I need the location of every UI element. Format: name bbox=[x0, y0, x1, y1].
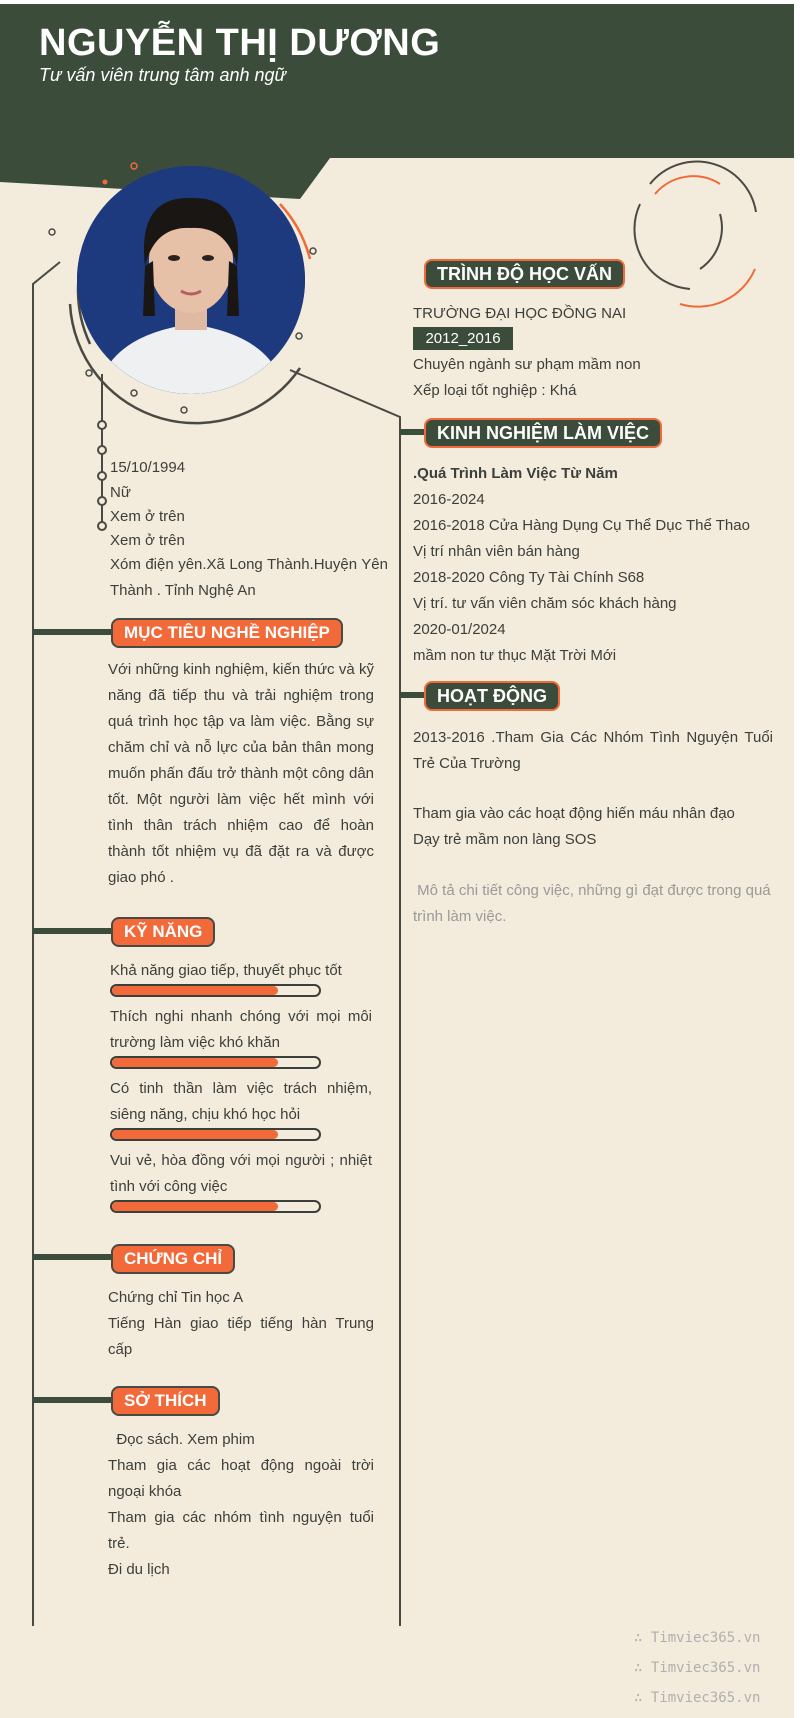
hobby-item: Tham gia các hoạt động ngoài trời ngoại khóa bbox=[108, 1457, 374, 1500]
experience-line: 2018-2020 Công Ty Tài Chính S68 bbox=[413, 569, 645, 586]
skill-label: Thích nghi nhanh chóng với mọi môi trường làm việc khó khăn bbox=[110, 1008, 372, 1051]
section-title-skills: KỸ NĂNG bbox=[111, 917, 215, 947]
certificate-item: Tiếng Hàn giao tiếp tiếng hàn Trung cấp bbox=[108, 1315, 374, 1358]
job-title: Tư vấn viên trung tâm anh ngữ bbox=[39, 65, 286, 85]
address: Xóm điện yên.Xã Long Thành.Huyện Yên Thành . Tỉnh Nghệ An bbox=[110, 556, 388, 599]
skill-bar bbox=[110, 1056, 321, 1069]
skill-bar bbox=[110, 984, 321, 997]
experience-line: Vị trí nhân viên bán hàng bbox=[413, 543, 580, 560]
objective-text: Với những kinh nghiệm, kiến thức và kỹ năng đã tiếp thu và trải nghiệm trong quá trình học tập va làm việc. Bằng sự chăm chỉ và nỗ lực của bản thân mong muốn phấn đấu trở thành một công dân tốt. Một người làm việc hết mình với tình thân trách nhiệm cao để hoàn thành tốt nhiệm vụ đã đặt ra và được giao phó . bbox=[108, 661, 374, 886]
watermark-text: ∴ Timviec365.vn bbox=[634, 1690, 761, 1706]
activity-item: Dạy trẻ mầm non làng SOS bbox=[413, 831, 597, 848]
skill-bar-fill bbox=[112, 1058, 278, 1067]
skill-bar-fill bbox=[112, 1130, 278, 1139]
activity-description-placeholder: Mô tả chi tiết công việc, những gì đạt được trong quá trình làm việc. bbox=[413, 882, 775, 925]
experience-line: 2020-01/2024 bbox=[413, 621, 506, 638]
section-title-hobbies: SỞ THÍCH bbox=[111, 1386, 220, 1416]
skill-bar-fill bbox=[112, 1202, 278, 1211]
cv-page bbox=[0, 4, 794, 1718]
skill-bar bbox=[110, 1200, 321, 1213]
activity-item: 2013-2016 .Tham Gia Các Nhóm Tình Nguyện Tuổi Trẻ Của Trường bbox=[413, 729, 773, 772]
education-major: Chuyên ngành sư phạm mầm non bbox=[413, 356, 641, 373]
hobby-item: Đi du lịch bbox=[108, 1561, 170, 1578]
section-title-activities: HOẠT ĐỘNG bbox=[424, 681, 560, 711]
watermark-text: ∴ Timviec365.vn bbox=[634, 1630, 761, 1646]
hobby-item: Đọc sách. Xem phim bbox=[108, 1431, 255, 1448]
section-title-experience: KINH NGHIỆM LÀM VIỆC bbox=[424, 418, 662, 448]
watermark-text: ∴ Timviec365.vn bbox=[634, 1660, 761, 1676]
skill-label: Có tinh thần làm việc trách nhiệm, siêng năng, chịu khó học hỏi bbox=[110, 1080, 372, 1123]
hobby-item: Tham gia các nhóm tình nguyện tuổi trẻ. bbox=[108, 1509, 374, 1552]
skill-bar bbox=[110, 1128, 321, 1141]
education-years: 2012_2016 bbox=[413, 327, 513, 350]
section-title-education: TRÌNH ĐỘ HỌC VẤN bbox=[424, 259, 625, 289]
certificate-item: Chứng chỉ Tin học A bbox=[108, 1289, 244, 1306]
experience-heading: .Quá Trình Làm Việc Từ Năm bbox=[413, 465, 618, 482]
activity-item: Tham gia vào các hoạt động hiến máu nhân đạo bbox=[413, 805, 735, 822]
candidate-name: NGUYỄN THỊ DƯƠNG bbox=[39, 22, 441, 64]
section-title-objective: MỤC TIÊU NGHỀ NGHIỆP bbox=[111, 618, 343, 648]
skill-bar-fill bbox=[112, 986, 278, 995]
birthdate: 15/10/1994 bbox=[110, 459, 186, 476]
gender: Nữ bbox=[110, 484, 131, 501]
experience-line: Vị trí. tư vấn viên chăm sóc khách hàng bbox=[413, 595, 677, 612]
section-title-certificates: CHỨNG CHỈ bbox=[111, 1244, 235, 1274]
school-name: TRƯỜNG ĐẠI HỌC ĐỒNG NAI bbox=[413, 305, 627, 322]
profile-photo bbox=[77, 166, 305, 394]
experience-line: 2016-2018 Cửa Hàng Dụng Cụ Thể Dục Thể Thao bbox=[413, 517, 750, 534]
skill-label: Vui vẻ, hòa đồng với mọi người ; nhiệt tình với công việc bbox=[110, 1152, 372, 1195]
experience-line: mầm non tư thục Mặt Trời Mới bbox=[413, 647, 617, 664]
skill-label: Khả năng giao tiếp, thuyết phục tốt bbox=[110, 962, 342, 979]
email: Xem ở trên bbox=[110, 532, 185, 549]
education-grade: Xếp loại tốt nghiệp : Khá bbox=[413, 382, 577, 399]
experience-line: 2016-2024 bbox=[413, 491, 485, 508]
phone: Xem ở trên bbox=[110, 508, 185, 525]
